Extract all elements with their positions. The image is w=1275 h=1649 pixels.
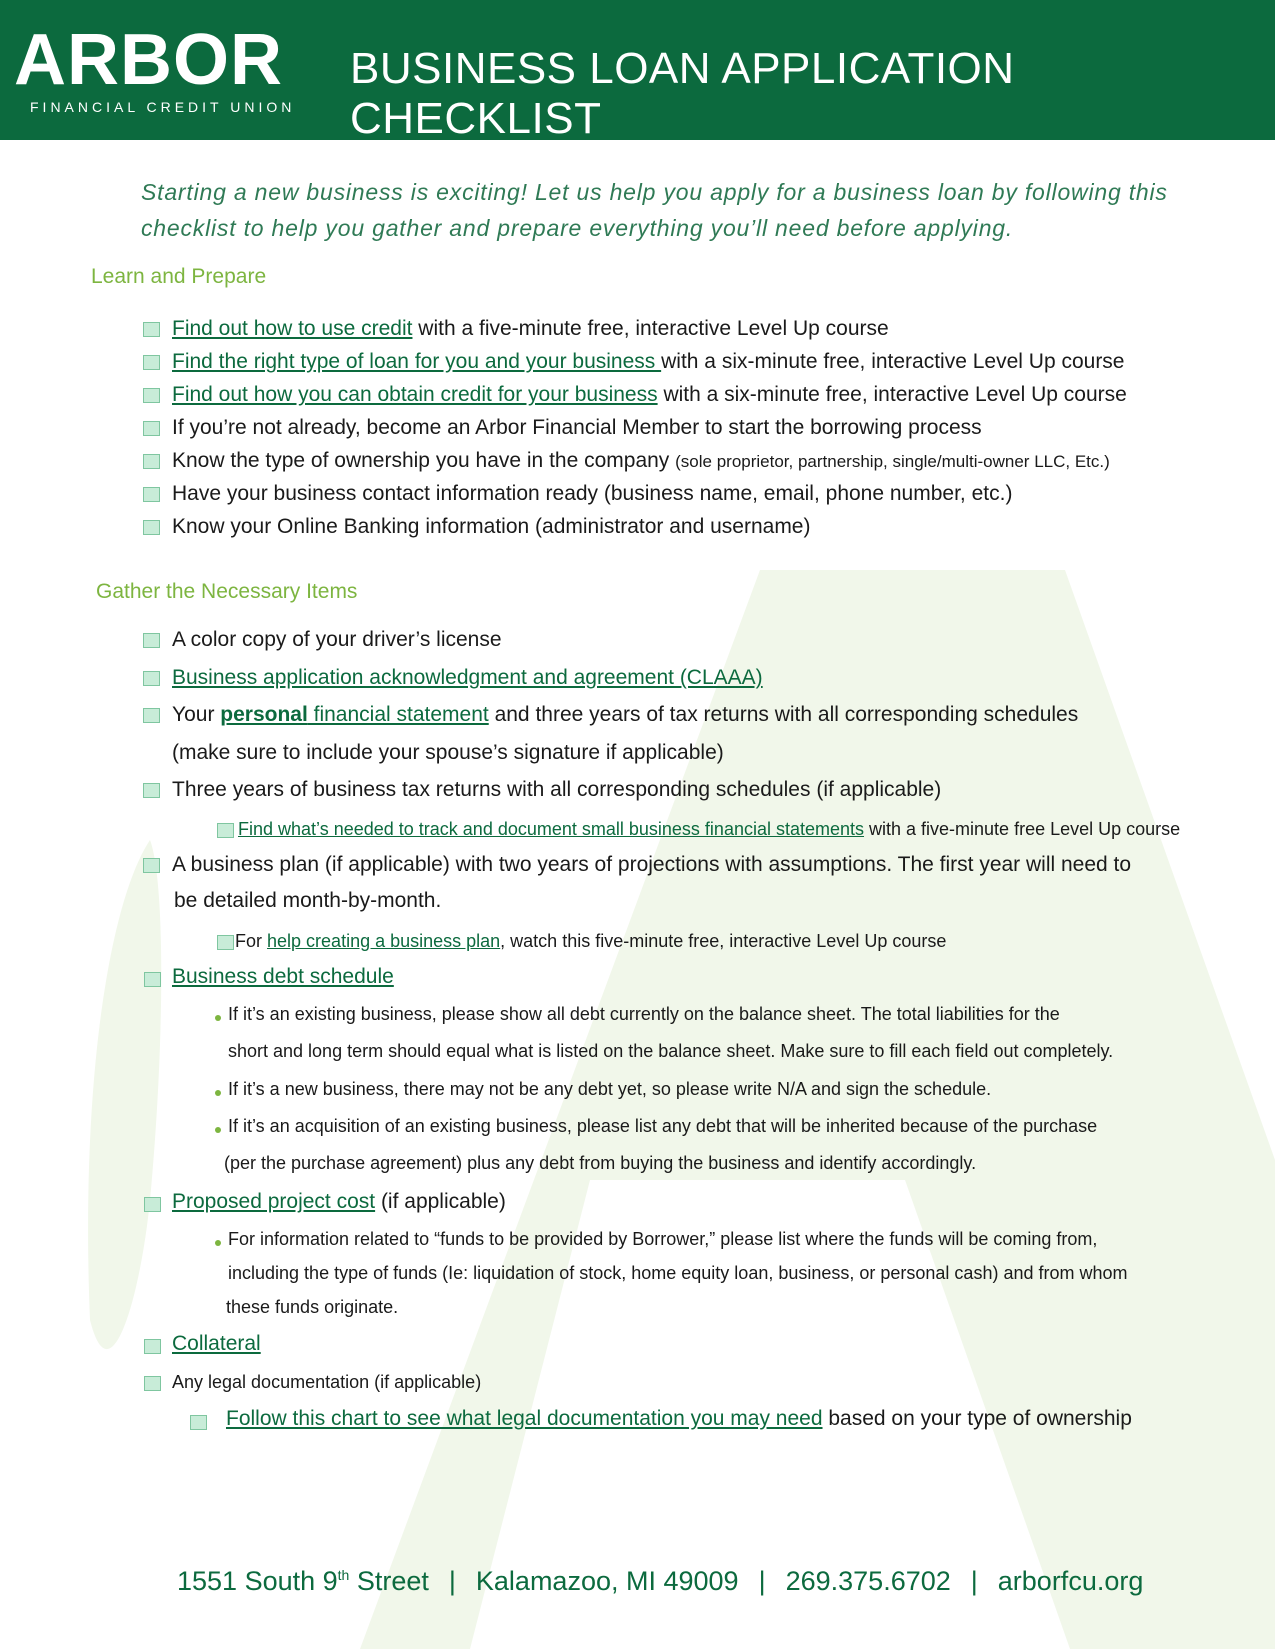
- bullet-text: If it’s an existing business, please show all debt currently on the balance sheet. The total liabilities for the: [228, 1004, 1060, 1024]
- debt-schedule-link[interactable]: Business debt schedule: [172, 965, 394, 988]
- checkbox-icon[interactable]: [144, 1339, 161, 1354]
- checkbox-icon[interactable]: [143, 322, 160, 337]
- checklist-item: [172, 963, 394, 991]
- bullet-continuation: including the type of funds (Ie: liquidation of stock, home equity loan, business, or personal cash) and from whom: [228, 1263, 1128, 1283]
- checkbox-icon[interactable]: [217, 935, 234, 950]
- section-heading-learn: Learn and Prepare: [91, 265, 267, 288]
- item-text: and three years of tax returns with all corresponding schedules: [488, 703, 1079, 726]
- bullet-continuation: (per the purchase agreement) plus any debt from buying the business and identify accordingly.: [224, 1153, 977, 1173]
- checklist-item: If you’re not already, become an Arbor Financial Member to start the borrowing process: [172, 416, 982, 439]
- checkbox-icon[interactable]: [143, 633, 160, 648]
- checklist-item: [172, 1188, 506, 1216]
- bullet-text: For information related to “funds to be provided by Borrower,” please list where the funds will be coming from,: [228, 1229, 1098, 1249]
- bullet-icon: [215, 1015, 221, 1021]
- item-text: For: [235, 931, 268, 951]
- checkbox-icon[interactable]: [143, 783, 160, 798]
- checklist-item: [172, 381, 1127, 409]
- item-text: with a five-minute free, interactive Level Up course: [412, 317, 889, 340]
- collateral-link[interactable]: Collateral: [172, 1332, 261, 1355]
- financial-statements-course-link[interactable]: Find what’s needed to track and document small business financial statements: [238, 819, 865, 839]
- item-text: with a five-minute free Level Up course: [864, 819, 1181, 839]
- section-heading-gather: Gather the Necessary Items: [96, 580, 358, 603]
- sub-checklist-item: [235, 927, 946, 955]
- checkbox-icon[interactable]: [143, 858, 160, 873]
- item-continuation: (make sure to include your spouse’s signature if applicable): [172, 741, 724, 764]
- loan-type-link[interactable]: Find the right type of loan for you and your business: [172, 350, 662, 373]
- item-text: with a six-minute free, interactive Level Up course: [661, 350, 1125, 373]
- footer-phone[interactable]: 269.375.6702: [785, 1566, 951, 1596]
- checkbox-icon[interactable]: [217, 823, 234, 838]
- footer-separator: |: [758, 1566, 766, 1596]
- checkbox-icon[interactable]: [190, 1415, 207, 1430]
- checklist-item: [172, 1330, 261, 1358]
- bullet-icon: [215, 1240, 221, 1246]
- obtain-credit-link[interactable]: Find out how you can obtain credit for your business: [172, 383, 658, 406]
- checklist-item: A color copy of your driver’s license: [172, 628, 502, 651]
- checklist-item: [172, 315, 889, 343]
- financial-statement-link[interactable]: financial statement: [307, 703, 489, 726]
- logo-wordmark: ARBOR: [14, 20, 283, 100]
- checkbox-icon[interactable]: [143, 487, 160, 502]
- project-cost-link[interactable]: Proposed project cost: [172, 1190, 376, 1213]
- logo-subtext: FINANCIAL CREDIT UNION: [30, 99, 296, 115]
- bullet-icon: [215, 1127, 221, 1133]
- checklist-item: [172, 348, 1125, 376]
- legal-docs-chart-link[interactable]: Follow this chart to see what legal documentation you may need: [226, 1407, 823, 1430]
- checklist-item: [172, 701, 1078, 729]
- checkbox-icon[interactable]: [143, 355, 160, 370]
- checklist-item: Three years of business tax returns with all corresponding schedules (if applicable): [172, 778, 942, 801]
- item-text: with a six-minute free, interactive Level Up course: [657, 383, 1127, 406]
- item-text: , watch this five-minute free, interactive Level Up course: [500, 931, 947, 951]
- footer-address: 1551 South 9th Street: [177, 1566, 429, 1596]
- sub-checklist-item: [226, 1405, 1132, 1433]
- item-text: based on your type of ownership: [822, 1407, 1132, 1430]
- checkbox-icon[interactable]: [143, 671, 160, 686]
- item-text: Your: [172, 703, 221, 726]
- checkbox-icon[interactable]: [143, 520, 160, 535]
- checklist-item: Any legal documentation (if applicable): [172, 1372, 482, 1392]
- footer-contact: [177, 1566, 1143, 1597]
- page-title: BUSINESS LOAN APPLICATION CHECKLIST: [350, 44, 1015, 143]
- checkbox-icon[interactable]: [144, 972, 161, 987]
- checklist-item: Have your business contact information ready (business name, email, phone number, etc.): [172, 482, 1013, 505]
- footer-city: Kalamazoo, MI 49009: [475, 1566, 739, 1596]
- item-text: (if applicable): [375, 1190, 506, 1213]
- sub-checklist-item: [238, 815, 1180, 843]
- checklist-item: [172, 664, 763, 692]
- checkbox-icon[interactable]: [143, 421, 160, 436]
- item-continuation: be detailed month-by-month.: [174, 889, 442, 912]
- checkbox-icon[interactable]: [143, 388, 160, 403]
- checkbox-icon[interactable]: [144, 1197, 161, 1212]
- checkbox-icon[interactable]: [143, 708, 160, 723]
- bullet-text: If it’s an acquisition of an existing business, please list any debt that will be inherited because of the purchase: [228, 1116, 1098, 1136]
- checkbox-icon[interactable]: [144, 1376, 161, 1391]
- bullet-continuation: these funds originate.: [226, 1297, 399, 1317]
- level-up-credit-link[interactable]: Find out how to use credit: [172, 317, 413, 340]
- bullet-text: If it’s a new business, there may not be any debt yet, so please write N/A and sign the schedule.: [228, 1079, 992, 1099]
- bullet-continuation: short and long term should equal what is listed on the balance sheet. Make sure to fill each field out completely.: [228, 1041, 1114, 1061]
- business-plan-link[interactable]: help creating a business plan: [267, 931, 501, 951]
- footer-website[interactable]: arborfcu.org: [997, 1566, 1144, 1596]
- claaa-link[interactable]: Business application acknowledgment and agreement (CLAAA): [172, 666, 763, 689]
- personal-statement-link[interactable]: personal: [220, 703, 308, 726]
- checkbox-icon[interactable]: [143, 454, 160, 469]
- item-text: Know the type of ownership you have in the company: [172, 449, 676, 472]
- intro-text: Starting a new business is exciting! Let us help you apply for a business loan by following this checklist to help you gather and prepare everything you’ll need before applying.: [141, 179, 1168, 241]
- footer-separator: |: [970, 1566, 978, 1596]
- item-note: (sole proprietor, partnership, single/multi-owner LLC, Etc.): [675, 452, 1110, 471]
- footer-separator: |: [448, 1566, 456, 1596]
- checklist-item: A business plan (if applicable) with two years of projections with assumptions. The first year will need to: [172, 853, 1132, 876]
- checklist-item: [172, 447, 1110, 476]
- checklist-item: Know your Online Banking information (administrator and username): [172, 515, 811, 538]
- bullet-icon: [215, 1090, 221, 1096]
